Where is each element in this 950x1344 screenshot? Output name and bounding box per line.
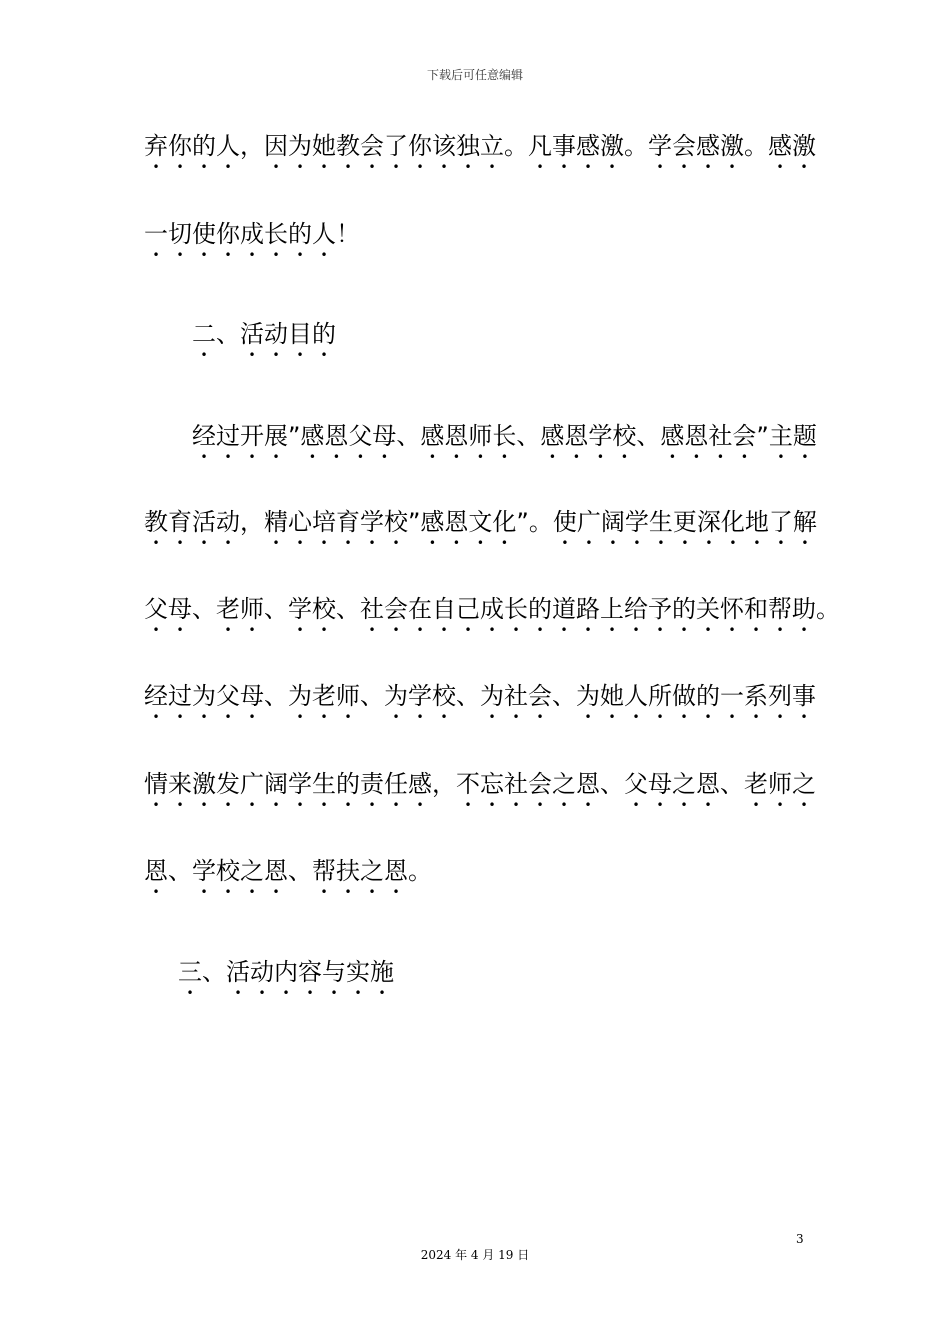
page-header: 下载后可任意编辑	[426, 68, 523, 82]
body-line-5: 父母、老师、学校、社会在自己成长的道路上给予的关怀和帮助。	[144, 595, 840, 623]
body-line-1: 弃你的人，因为她教会了你该独立。凡事感激。学会感激。感激	[144, 132, 816, 160]
page-footer-date: 2024 年 4 月 19 日	[420, 1248, 530, 1262]
page-number: 3	[796, 1232, 804, 1246]
section-heading-3: 三、活动内容与实施	[178, 958, 394, 986]
body-line-2: 一切使你成长的人！	[144, 220, 360, 248]
body-line-3: 经过开展”感恩父母、感恩师长、感恩学校、感恩社会”主题	[192, 422, 817, 450]
body-line-7: 情来激发广阔学生的责任感，不忘社会之恩、父母之恩、老师之	[144, 770, 816, 798]
section-heading-2: 二、活动目的	[192, 320, 336, 348]
body-line-4: 教育活动，精心培育学校”感恩文化”。使广阔学生更深化地了解	[144, 508, 817, 536]
body-line-6: 经过为父母、为老师、为学校、为社会、为她人所做的一系列事	[144, 682, 816, 710]
body-line-8: 恩、学校之恩、帮扶之恩。	[144, 857, 432, 885]
